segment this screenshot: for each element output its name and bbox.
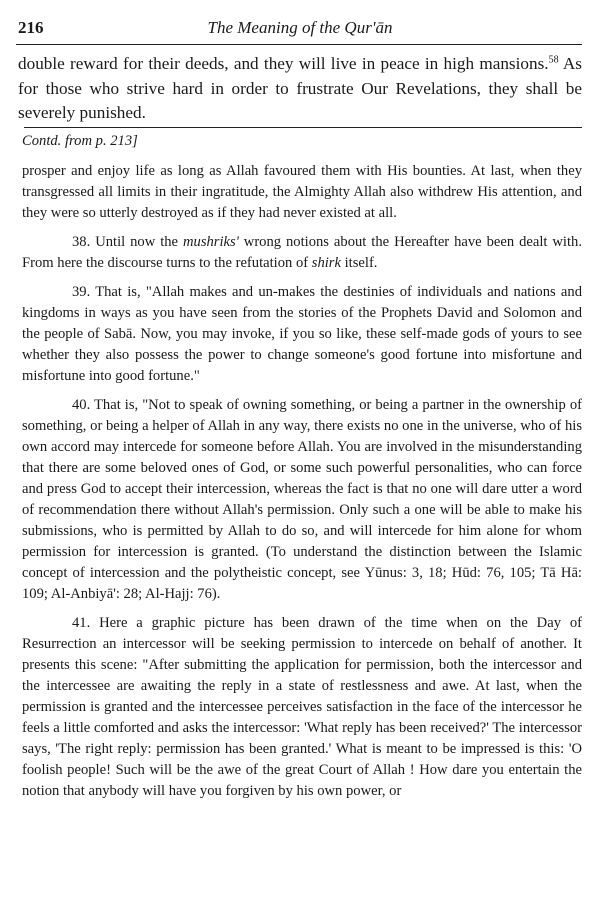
running-title: The Meaning of the Qur'ān <box>207 18 393 37</box>
note-39: 39. That is, "Allah makes and un-makes the destinies of individuals and nations and kingdoms in ways as you have seen from the stories of the Prophets David and Solomon and the people of Sabā. Now, you may invoke, if you so like, these self-made gods of yours to see whether they also possess the power to change someone's good fortune into misfortune and misfortune into good fortune." <box>22 284 582 384</box>
note-38-term-shirk: shirk <box>311 255 341 271</box>
note-38 <box>22 232 582 274</box>
note-continuation: prosper and enjoy life as long as Allah favoured them with His bounties. At last, when they transgressed all limits in their ingratitude, the Almighty Allah also withdrew His attention, and they were so utterly destroyed as if they had never existed at all. <box>22 163 582 221</box>
page-header <box>18 18 582 44</box>
note-38-middle: wrong notions about the Hereafter have been dealt with. From here the discourse turns to the refutation of <box>22 234 582 271</box>
note-38-before: 38. Until now the <box>72 234 183 250</box>
notes-section <box>22 131 582 810</box>
continued-marker: Contd. from p. 213] <box>22 133 138 149</box>
note-38-term-mushriks: mushriks' <box>183 234 239 250</box>
page-number: 216 <box>18 18 44 37</box>
note-41: 41. Here a graphic picture has been drawn of the time when on the Day of Resurrection an intercessor will be seeking permission to intercede on behalf of another. It presents this scene: "After submitting the application for permission, both the intercessor and the intercessee are awaiting the reply in a state of restlessness and awe. At last, when the permission is granted and the intercessee perceives satisfaction in the face of the intercessor he feels a little comforted and asks the intercessor: 'What reply has been received?' The intercessor says, 'The right reply: permission has been granted.' What is meant to be impressed is this: 'O foolish people! Such will be the awe of the great Court of Allah ! How dare you entertain the notion that anybody will have you forgiven by his own power, or <box>22 615 582 799</box>
main-text <box>18 52 582 126</box>
notes-rule <box>24 127 582 128</box>
footnote-reference: 58 <box>548 54 559 66</box>
main-text-part1: double reward for their deeds, and they will live in peace in high mansions. <box>18 54 549 73</box>
main-text-part2: As for those who strive hard in order to frustrate Our Revelations, they shall be severely punished. <box>18 54 582 122</box>
main-paragraph <box>18 52 582 126</box>
note-40: 40. That is, "Not to speak of owning something, or being a partner in the ownership of something, or being a helper of Allah in any way, there exists no one in the universe, who of his own accord may intercede for someone before Allah. You are involved in the misunderstanding that there are some beloved ones of God, or some such powerful personalities, who can force and press God to accept their intercession, whereas the fact is that no one will dare utter a word of recommendation there without Allah's permission. Only such a one will be able to make his submissions, who is permitted by Allah to do so, and will intercede for him alone for whom permission for intercession is granted. (To understand the distinction between the Islamic concept of intercession and the polytheistic concept, see Yūnus: 3, 18; Hūd: 76, 105; Tā Hā: 109; Al-Anbiyā': 28; Al-Hajj: 76). <box>22 397 582 602</box>
header-rule <box>16 44 582 45</box>
note-38-after: itself. <box>340 255 378 271</box>
